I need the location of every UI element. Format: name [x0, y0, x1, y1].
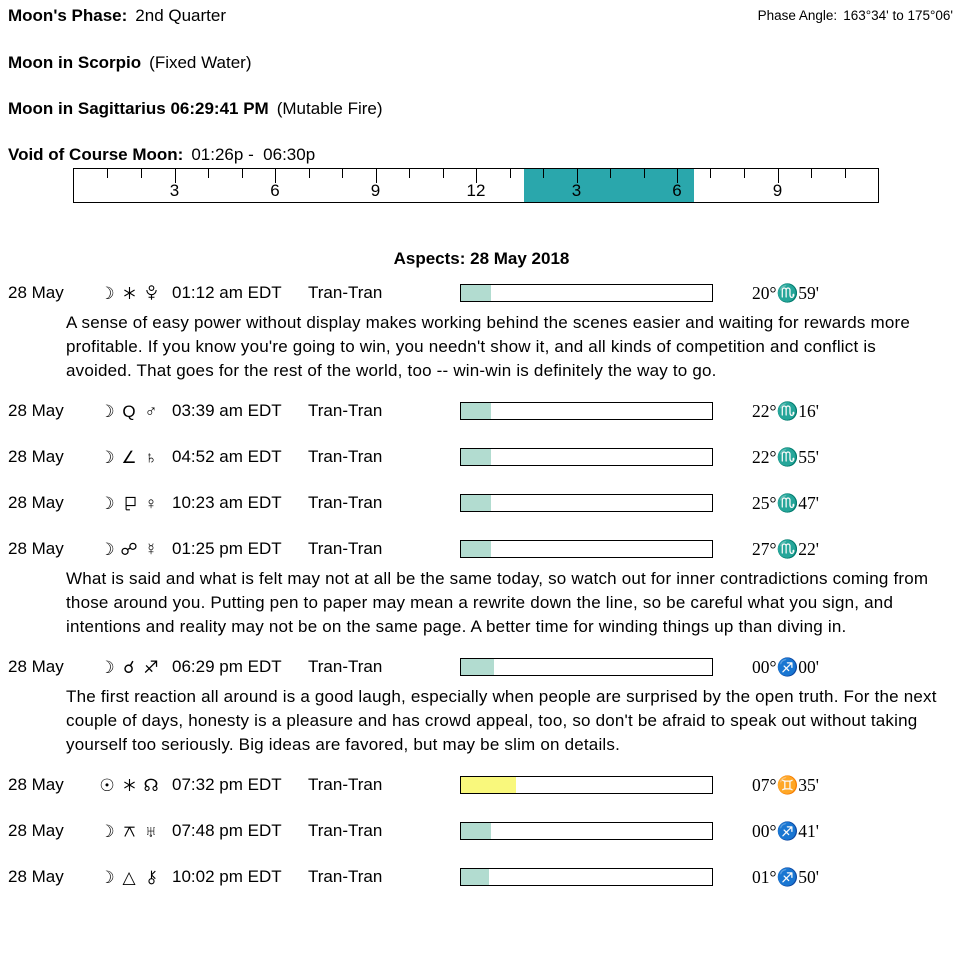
ruler-tick — [342, 169, 343, 178]
moon-icon: ☽ — [99, 658, 115, 677]
saturn-icon: ♄ — [144, 448, 158, 467]
aspect-degree — [752, 493, 819, 514]
minute-value: 41' — [798, 821, 819, 841]
ruler-hour-label: 12 — [466, 181, 486, 200]
ruler-hour-label: 3 — [169, 181, 180, 200]
aspect-time: 06:29 pm EDT — [172, 657, 282, 676]
aspect-row — [0, 821, 963, 843]
scorpio-icon: ♏ — [776, 447, 799, 467]
moon-sign-line-2 — [8, 99, 383, 119]
semisquare-icon: ∠ — [121, 448, 137, 467]
degree-value: 01° — [752, 867, 777, 887]
moon-icon: ☽ — [99, 494, 115, 513]
degree-value: 00° — [752, 821, 777, 841]
phase-angle-line — [758, 8, 953, 23]
aspect-orb-fill — [461, 541, 491, 557]
aspects-title: Aspects: 28 May 2018 — [393, 249, 570, 268]
sextile-icon — [118, 776, 140, 796]
aspect-row — [0, 775, 963, 797]
aspect-interpretation: What is said and what is felt may not at all be the same today, so watch out for inner contradictions coming from those around you. Putting pen to paper may mean a rewrite down the line, so be careful what you sign, and intentions and reality may not be on the same page. A better time for winding things up than diving in. — [66, 569, 929, 636]
minute-value: 59' — [798, 283, 819, 303]
ruler-tick — [845, 169, 846, 178]
moon-icon: ☽ — [99, 284, 115, 303]
aspect-type: Tran-Tran — [308, 867, 383, 886]
ruler-tick — [443, 169, 444, 178]
trine-icon: △ — [122, 868, 136, 887]
ruler-hour-label: 9 — [772, 181, 783, 200]
aspect-orb-bar — [460, 776, 713, 794]
aspect-time: 07:32 pm EDT — [172, 775, 282, 794]
moons-phase-label: Moon's Phase: — [8, 6, 128, 25]
aspect-orb-bar — [460, 448, 713, 466]
sagittarius-icon: ♐ — [776, 657, 799, 677]
aspect-type: Tran-Tran — [308, 539, 383, 558]
aspect-row — [0, 447, 963, 469]
ruler-tick — [141, 169, 142, 178]
degree-value: 20° — [752, 283, 777, 303]
opposition-icon: ☍ — [120, 540, 138, 559]
minute-value: 35' — [798, 775, 819, 795]
minute-value: 16' — [798, 401, 819, 421]
aspect-orb-bar — [460, 658, 713, 676]
sesquiquadrate-icon — [118, 494, 140, 514]
moon-icon: ☽ — [99, 402, 115, 421]
moons-phase-value: 2nd Quarter — [135, 6, 227, 25]
ruler-tick — [242, 169, 243, 178]
degree-value: 22° — [752, 401, 777, 421]
aspect-type: Tran-Tran — [308, 493, 383, 512]
ruler-tick — [107, 169, 108, 178]
aspect-date: 28 May — [8, 493, 64, 512]
aspect-time: 01:12 am EDT — [172, 283, 282, 302]
aspect-date: 28 May — [8, 539, 64, 558]
aspect-time: 10:02 pm EDT — [172, 867, 282, 886]
scorpio-icon: ♏ — [776, 283, 799, 303]
moon-sign-1-detail: (Fixed Water) — [149, 53, 252, 72]
moon-icon: ☽ — [99, 540, 115, 559]
minute-value: 47' — [798, 493, 819, 513]
degree-value: 25° — [752, 493, 777, 513]
aspect-date: 28 May — [8, 821, 64, 840]
phase-angle-value: 163°34' to 175°06' — [843, 8, 953, 23]
north-node-icon: ☊ — [143, 776, 159, 795]
aspect-time: 07:48 pm EDT — [172, 821, 282, 840]
degree-value: 00° — [752, 657, 777, 677]
degree-value: 07° — [752, 775, 777, 795]
ruler-tick — [543, 169, 544, 178]
minute-value: 50' — [798, 867, 819, 887]
aspect-type: Tran-Tran — [308, 283, 383, 302]
sagittarius-icon: ♐ — [143, 658, 159, 677]
aspect-date: 28 May — [8, 775, 64, 794]
aspect-orb-bar — [460, 284, 713, 302]
scorpio-icon: ♏ — [776, 493, 799, 513]
aspect-date: 28 May — [8, 401, 64, 420]
aspect-orb-fill — [461, 403, 491, 419]
aspect-degree — [752, 401, 819, 422]
quincunx-icon — [118, 822, 140, 842]
ruler-tick — [309, 169, 310, 178]
ruler-tick — [644, 169, 645, 178]
aspect-type: Tran-Tran — [308, 821, 383, 840]
aspect-interpretation: The first reaction all around is a good laugh, especially when people are surprised by the open truth. For the next couple of days, honesty is a pleasure and has crowd appeal, too, so don't be afraid to speak out without taking yourself too seriously. Big ideas are favored, but may be slim on details. — [66, 687, 937, 754]
minute-value: 22' — [798, 539, 819, 559]
quintile-icon: Q — [122, 402, 136, 421]
aspect-orb-bar — [460, 402, 713, 420]
aspect-degree — [752, 283, 819, 304]
ruler-tick — [610, 169, 611, 178]
ruler-hour-label: 6 — [672, 181, 682, 200]
gemini-icon: ♊ — [776, 775, 799, 795]
aspect-row — [0, 867, 963, 889]
aspect-orb-fill — [461, 869, 489, 885]
ruler-tick — [744, 169, 745, 178]
aspect-list — [0, 283, 963, 913]
aspect-date: 28 May — [8, 283, 64, 302]
aspect-date: 28 May — [8, 447, 64, 466]
aspect-orb-fill — [461, 777, 516, 793]
moon-icon: ☽ — [99, 448, 115, 467]
moon-icon: ☽ — [99, 822, 115, 841]
aspect-orb-fill — [461, 823, 491, 839]
aspect-degree — [752, 447, 819, 468]
aspect-type: Tran-Tran — [308, 401, 383, 420]
phase-angle-label: Phase Angle: — [757, 8, 838, 23]
ruler-tick — [409, 169, 410, 178]
ruler-hour-label: 9 — [370, 181, 381, 200]
uranus-icon: ♅ — [144, 822, 158, 841]
voc-range: 01:26p - 06:30p — [191, 145, 316, 164]
aspect-orb-bar — [460, 822, 713, 840]
aspect-row — [0, 401, 963, 423]
conjunction-icon: ☌ — [123, 658, 135, 677]
pluto-icon — [140, 284, 162, 304]
sextile-icon — [118, 284, 140, 304]
moons-phase-line — [8, 6, 226, 26]
aspect-time: 01:25 pm EDT — [172, 539, 282, 558]
sun-icon: ☉ — [99, 776, 115, 795]
ruler-tick — [710, 169, 711, 178]
ruler-hour-label: 3 — [571, 181, 582, 200]
aspect-degree — [752, 657, 819, 678]
aspect-row — [0, 657, 963, 679]
aspect-orb-bar — [460, 868, 713, 886]
ruler-tick — [208, 169, 209, 178]
chiron-icon — [140, 868, 162, 888]
moon-sign-1-label: Moon in Scorpio — [8, 53, 142, 72]
voc-highlight — [524, 169, 694, 202]
minute-value: 55' — [798, 447, 819, 467]
degree-value: 27° — [752, 539, 777, 559]
aspect-orb-fill — [461, 449, 491, 465]
ruler-hour-label: 6 — [270, 181, 280, 200]
aspect-type: Tran-Tran — [308, 775, 383, 794]
aspect-orb-bar — [460, 494, 713, 512]
aspect-degree — [752, 539, 819, 560]
mars-icon: ♂ — [144, 402, 158, 421]
aspect-row — [0, 493, 963, 515]
voc-label: Void of Course Moon: — [8, 145, 184, 164]
sagittarius-icon: ♐ — [776, 821, 799, 841]
aspect-interpretation: A sense of easy power without display makes working behind the scenes easier and waiting for rewards more profitable. If you know you're going to win, you needn't show it, and all kinds of competition and conflict is avoided. That goes for the rest of the world, too -- win-win is definitely the way to go. — [66, 313, 911, 380]
moon-sign-2-label: Moon in Sagittarius 06:29:41 PM — [8, 99, 269, 118]
aspect-orb-bar — [460, 540, 713, 558]
scorpio-icon: ♏ — [776, 539, 799, 559]
degree-value: 22° — [752, 447, 777, 467]
aspect-row — [0, 539, 963, 561]
moon-icon: ☽ — [99, 868, 115, 887]
mercury-icon: ☿ — [144, 540, 158, 559]
aspect-orb-fill — [461, 495, 491, 511]
aspect-time: 03:39 am EDT — [172, 401, 282, 420]
aspect-orb-fill — [461, 285, 491, 301]
aspect-date: 28 May — [8, 657, 64, 676]
aspect-date: 28 May — [8, 867, 64, 886]
aspect-time: 10:23 am EDT — [172, 493, 282, 512]
moon-sign-2-detail: (Mutable Fire) — [276, 99, 383, 118]
aspect-degree — [752, 775, 819, 796]
minute-value: 00' — [798, 657, 819, 677]
aspect-degree — [752, 821, 819, 842]
voc-timeline — [73, 168, 879, 203]
sagittarius-icon: ♐ — [776, 867, 799, 887]
venus-icon: ♀ — [144, 494, 158, 513]
aspect-type: Tran-Tran — [308, 657, 383, 676]
ruler-tick — [811, 169, 812, 178]
aspect-orb-fill — [461, 659, 494, 675]
ruler-tick — [510, 169, 511, 178]
moon-sign-line-1 — [8, 53, 251, 73]
aspect-row — [0, 283, 963, 305]
aspect-type: Tran-Tran — [308, 447, 383, 466]
voc-line — [8, 145, 315, 165]
aspect-time: 04:52 am EDT — [172, 447, 282, 466]
aspect-degree — [752, 867, 819, 888]
scorpio-icon: ♏ — [776, 401, 799, 421]
